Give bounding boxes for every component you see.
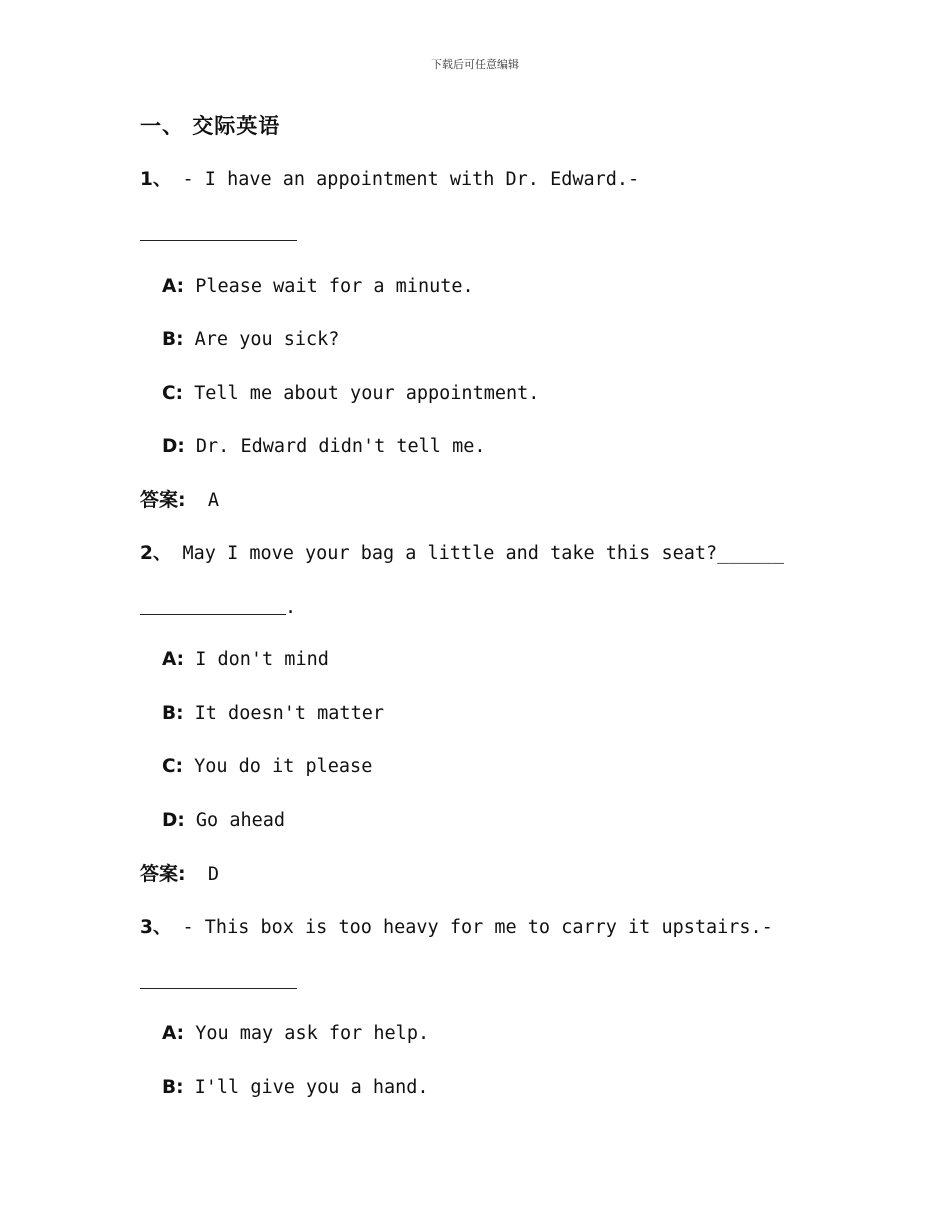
answer-blank-line [140, 614, 286, 615]
option-text: Go ahead [184, 810, 286, 831]
option-b [162, 1076, 429, 1100]
option-text: It doesn't matter [183, 703, 384, 724]
answer-line [140, 488, 219, 513]
option-a [162, 275, 474, 299]
option-letter: A: [162, 276, 185, 297]
answer-value: D [207, 864, 220, 885]
option-letter: D: [162, 810, 185, 831]
option-text: You do it please [182, 756, 373, 777]
answer-label: 答案: [140, 863, 186, 885]
option-a [162, 1022, 429, 1046]
option-b [162, 702, 384, 726]
option-text: Please wait for a minute. [184, 276, 474, 297]
option-text: Are you sick? [183, 329, 340, 350]
option-b [162, 328, 339, 352]
answer-blank-line [140, 240, 297, 241]
option-text: Dr. Edward didn't tell me. [184, 436, 486, 457]
question-number: 2、 [140, 543, 172, 564]
question-number: 1、 [140, 169, 172, 190]
option-letter: B: [162, 1077, 184, 1098]
option-c [162, 755, 372, 779]
option-text: I'll give you a hand. [183, 1077, 429, 1098]
option-d [162, 809, 285, 833]
question-3-stem [140, 916, 773, 940]
option-letter: C: [162, 383, 183, 404]
page-header: 下载后可任意编辑 [431, 58, 519, 71]
option-d [162, 435, 486, 459]
question-2-stem-end: . [285, 597, 297, 618]
option-letter: B: [162, 703, 184, 724]
option-letter: D: [162, 436, 185, 457]
question-text: - I have an appointment with Dr. Edward.- [171, 169, 640, 190]
question-text: - This box is too heavy for me to carry it upstairs.- [171, 917, 773, 938]
answer-label: 答案: [140, 489, 186, 511]
question-1-stem [140, 168, 639, 192]
answer-value: A [207, 490, 220, 511]
answer-blank-line [140, 988, 297, 989]
question-2-stem [140, 542, 784, 566]
question-number: 3、 [140, 917, 172, 938]
option-a [162, 648, 329, 672]
section-title: 一、 交际英语 [140, 114, 281, 138]
option-letter: A: [162, 649, 185, 670]
option-c [162, 382, 539, 406]
question-text: May I move your bag a little and take this seat?______ [171, 543, 784, 564]
option-letter: C: [162, 756, 183, 777]
option-text: You may ask for help. [184, 1023, 430, 1044]
option-text: I don't mind [184, 649, 329, 670]
option-letter: A: [162, 1023, 185, 1044]
option-letter: B: [162, 329, 184, 350]
option-text: Tell me about your appointment. [182, 383, 540, 404]
answer-line [140, 862, 219, 887]
